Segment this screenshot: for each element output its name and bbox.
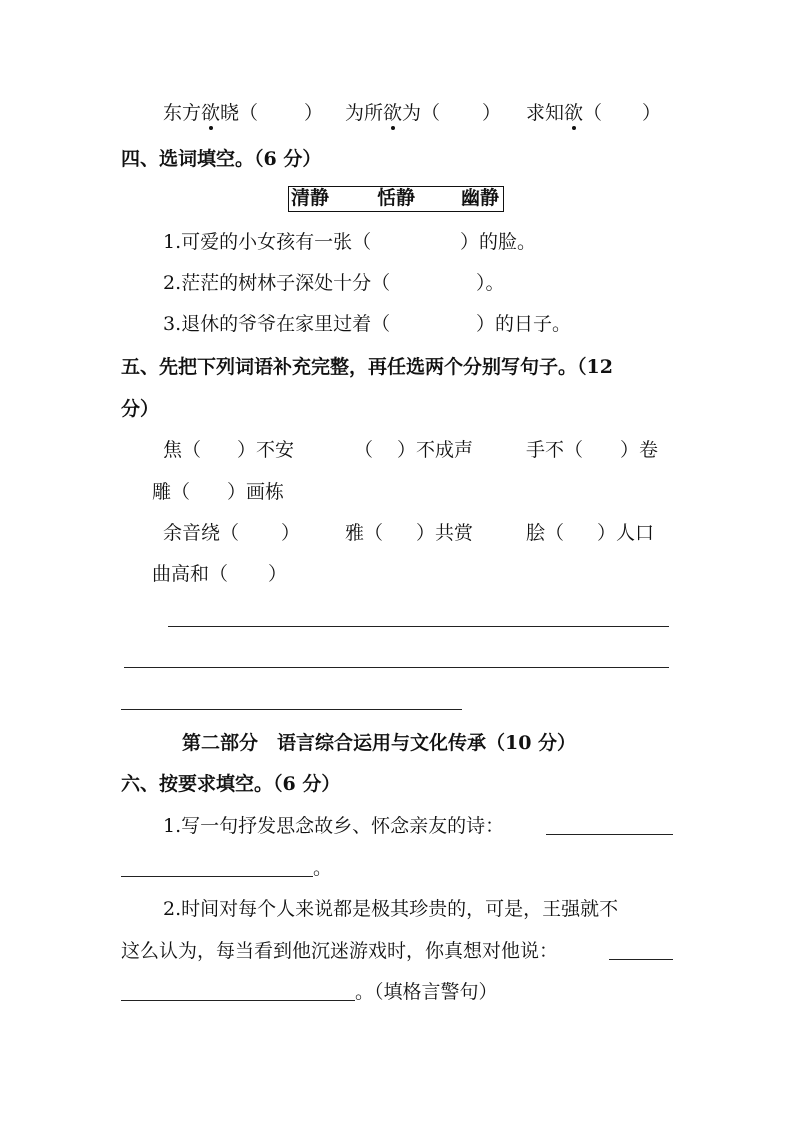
- idiom-6-b[interactable]: ）共赏: [416, 522, 474, 544]
- idiom-6-a: 雅（: [345, 522, 384, 544]
- s6-q2-line2: 这么认为，每当看到他沉迷游戏时，你真想对他说：: [121, 940, 559, 962]
- idiom-2-a: （: [354, 439, 374, 461]
- s6-q2-end: 。（填格言警句）: [355, 981, 498, 1003]
- idiom-1-a: 焦（: [163, 439, 202, 461]
- s4-q1-blank-end[interactable]: ）的脸。: [460, 231, 537, 253]
- writing-line-1[interactable]: [168, 626, 669, 627]
- item-prefix: 东方: [163, 102, 202, 124]
- s4-q3-blank-end[interactable]: ）的日子。: [476, 313, 572, 335]
- section-5-heading-line2: 分）: [121, 398, 160, 420]
- s4-q1-text: 1.可爱的小女孩有一张（: [163, 231, 372, 253]
- word-item-qiuzhi-yu: [526, 100, 602, 126]
- word-choice-1: 清静: [291, 187, 330, 209]
- item-suffix: 为（: [402, 102, 441, 124]
- idiom-5-a: 余音绕（: [163, 522, 240, 544]
- idiom-3-a: 手不（: [526, 439, 584, 461]
- item-prefix: 为所: [345, 102, 384, 124]
- s6-q1-answer-line-2[interactable]: [121, 876, 313, 877]
- item-suffix: 晓（: [220, 102, 259, 124]
- idiom-3-b[interactable]: ）卷: [620, 439, 659, 461]
- section-4-heading: 四、选词填空。（6 分）: [121, 148, 322, 170]
- s4-q2-blank-end[interactable]: ）。: [476, 272, 505, 294]
- idiom-4-a: 雕（: [152, 481, 191, 503]
- word-item-weisuo-yuwei: [345, 100, 440, 126]
- writing-line-3[interactable]: [121, 709, 462, 710]
- s6-q2-answer-line-1[interactable]: [609, 959, 673, 960]
- idiom-5-b[interactable]: ）: [281, 522, 301, 544]
- dotted-char: 欲: [564, 102, 584, 124]
- part-2-title: 第二部分 语言综合运用与文化传承（10 分）: [182, 732, 577, 754]
- word-choice-3: 幽静: [461, 187, 500, 209]
- section-6-heading: 六、按要求填空。（6 分）: [121, 773, 341, 795]
- writing-line-2[interactable]: [124, 667, 669, 668]
- idiom-2-b[interactable]: ）不成声: [397, 439, 474, 461]
- idiom-7-b[interactable]: ）人口: [597, 522, 655, 544]
- section-5-heading-line1: 五、先把下列词语补充完整，再任选两个分别写句子。（12: [121, 356, 613, 378]
- s6-q1-text: 1.写一句抒发思念故乡、怀念亲友的诗：: [163, 815, 505, 837]
- word-choice-box: [288, 186, 504, 212]
- s6-q1-end: 。: [313, 857, 333, 879]
- idiom-4-b[interactable]: ）画栋: [227, 481, 285, 503]
- s6-q2-line1: 2.时间对每个人来说都是极其珍贵的，可是，王强就不: [163, 898, 619, 920]
- word-item-dongfang-yuxiao: [163, 100, 258, 126]
- answer-paren-close-3[interactable]: ）: [642, 102, 662, 124]
- answer-paren-close-2[interactable]: ）: [482, 102, 502, 124]
- s6-q2-answer-line-2[interactable]: [121, 1000, 355, 1001]
- idiom-8-b[interactable]: ）: [268, 563, 288, 585]
- item-prefix: 求知: [526, 102, 565, 124]
- word-choice-2: 恬静: [377, 187, 416, 209]
- s4-q3-text: 3.退休的爷爷在家里过着（: [163, 313, 391, 335]
- idiom-8-a: 曲高和（: [152, 563, 229, 585]
- idiom-1-b[interactable]: ）不安: [237, 439, 295, 461]
- dotted-char: 欲: [383, 102, 403, 124]
- dotted-char: 欲: [201, 102, 221, 124]
- item-suffix: （: [583, 102, 603, 124]
- idiom-7-a: 脍（: [526, 522, 565, 544]
- answer-paren-close-1[interactable]: ）: [304, 102, 324, 124]
- s6-q1-answer-line-1[interactable]: [546, 834, 673, 835]
- s4-q2-text: 2.茫茫的树林子深处十分（: [163, 272, 391, 294]
